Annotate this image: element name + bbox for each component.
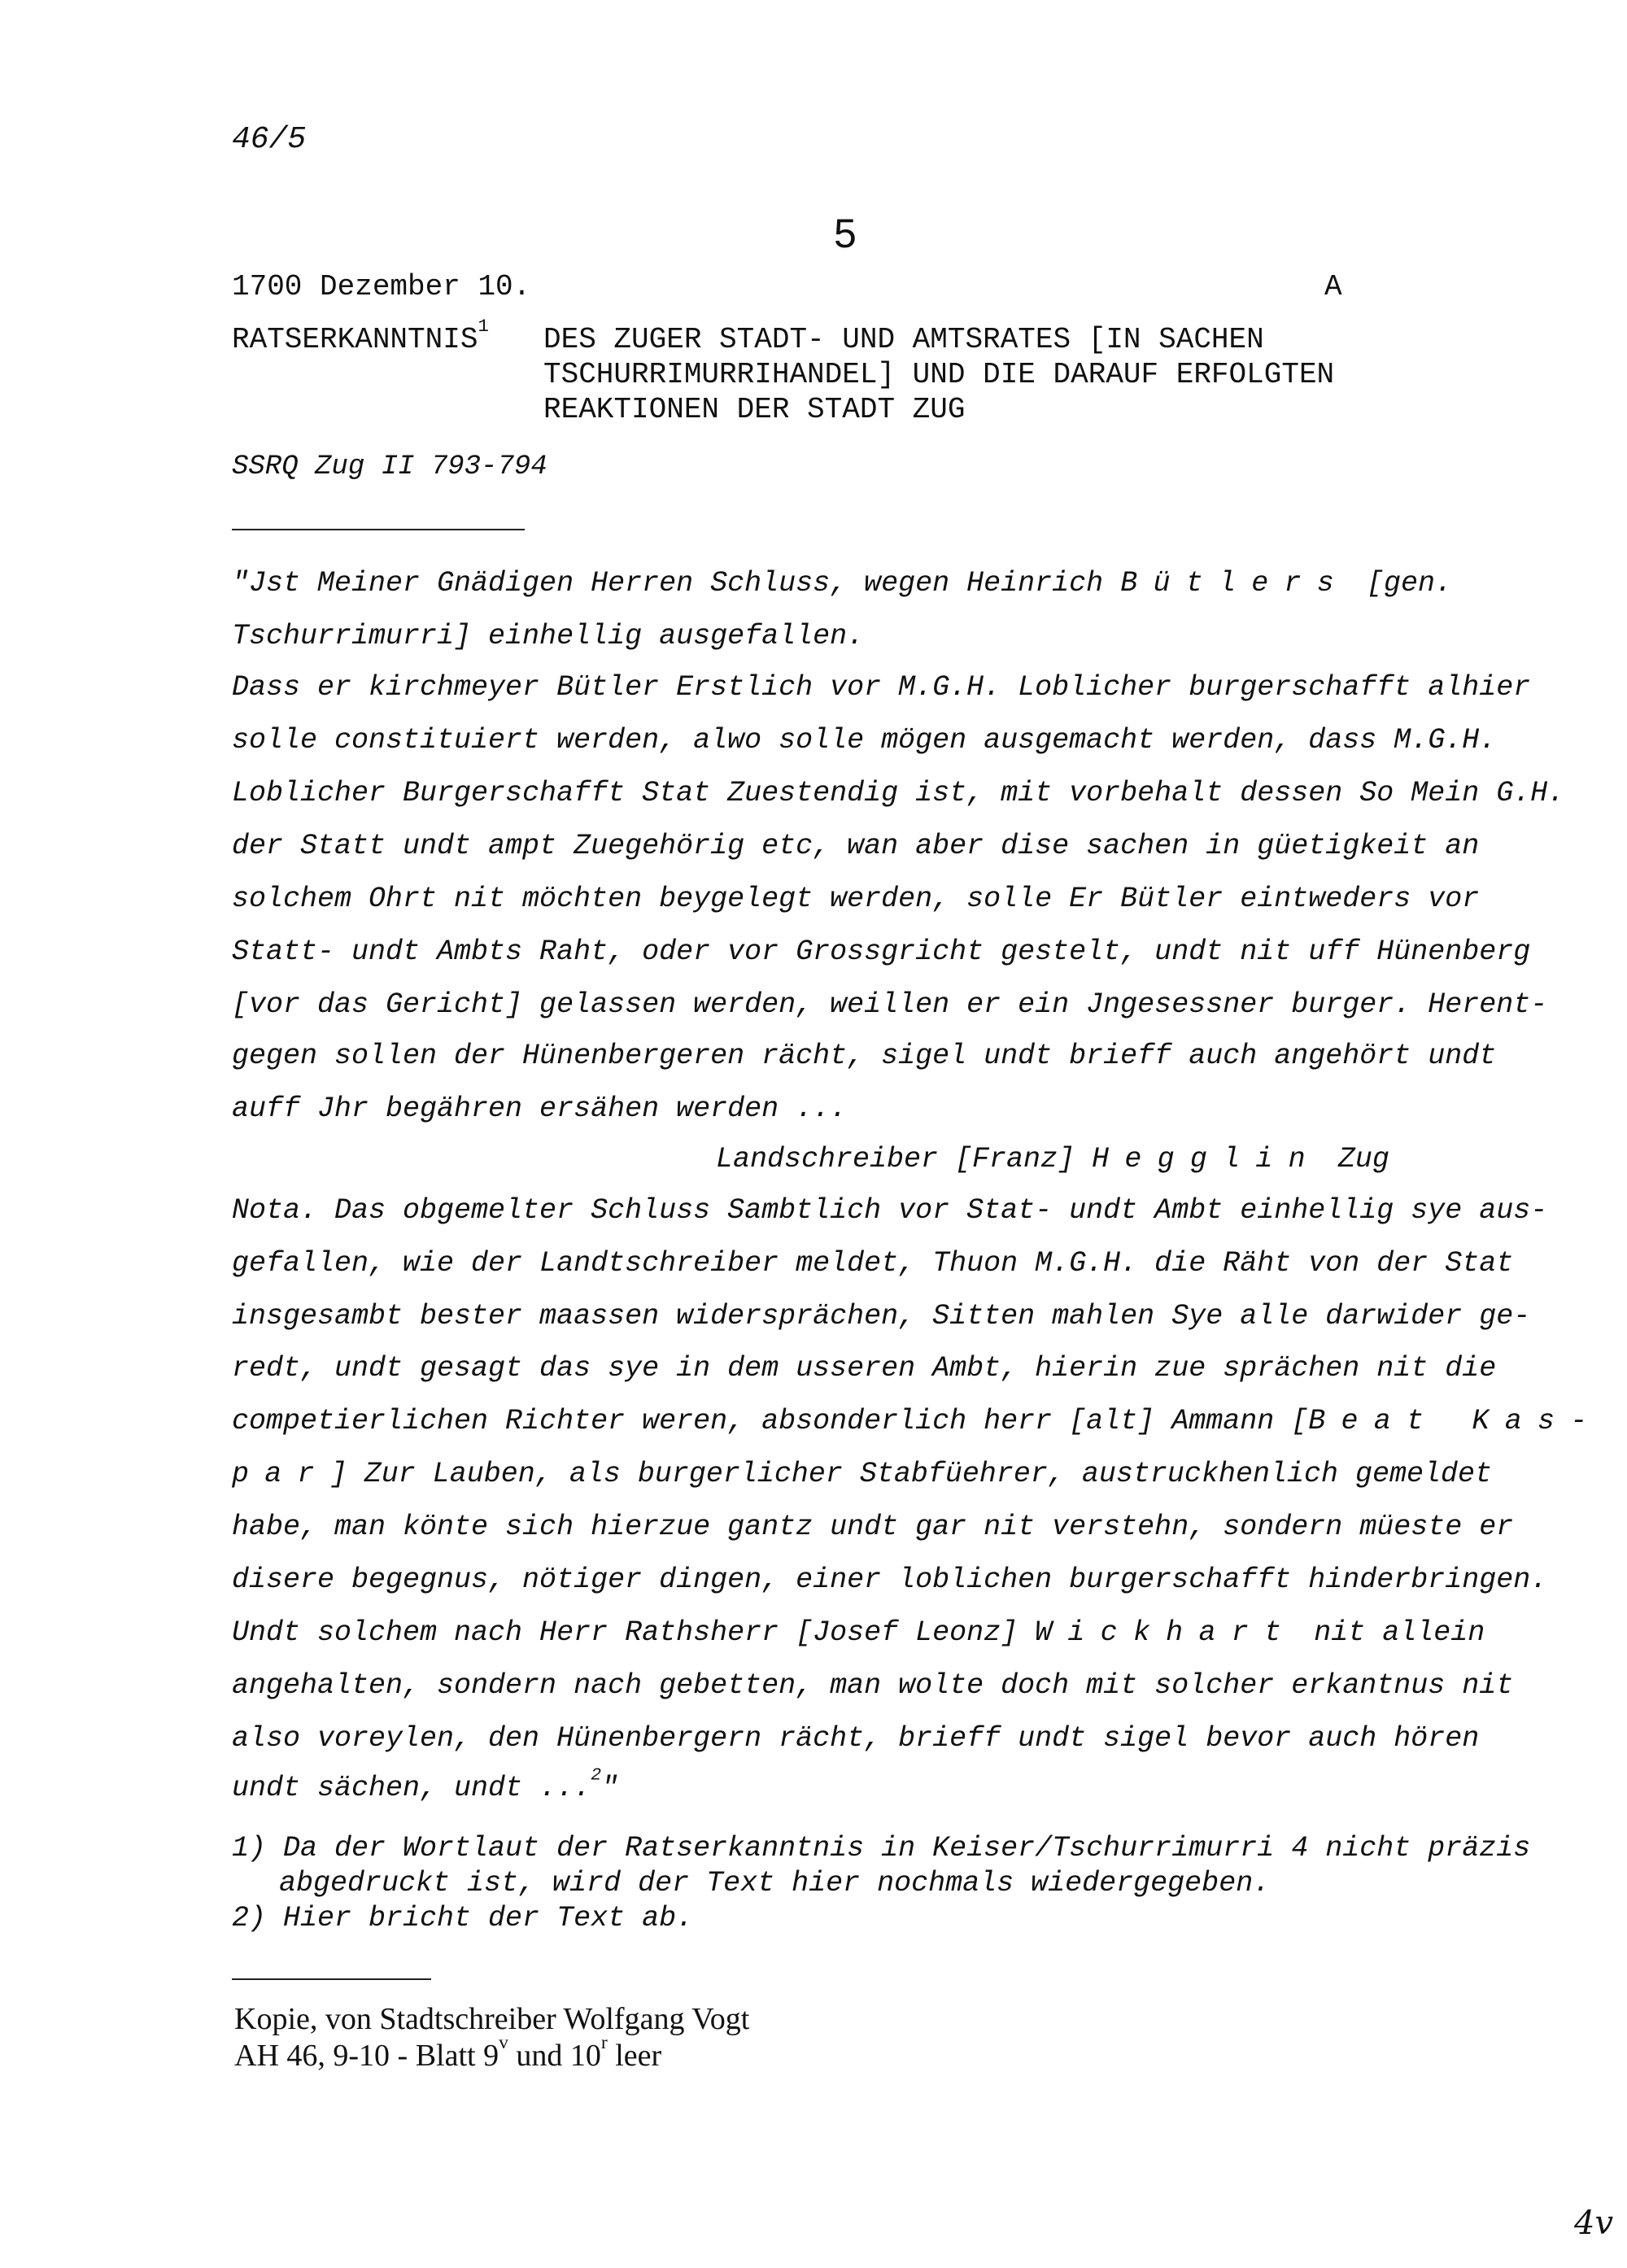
document-title-line: TSCHURRIMURRIHANDEL] UND DIE DARAUF ERFOLGTEN xyxy=(543,358,1335,391)
source-reference: SSRQ Zug II 793-794 xyxy=(232,451,547,482)
spaced-name: par xyxy=(232,1458,330,1490)
text-line: insgesambt bester maassen widersprächen, Sitten mahlen Sye alle darwider ge- xyxy=(232,1300,1531,1332)
spaced-name: Bütlers xyxy=(1120,567,1350,600)
text-line: competierlichen Richter weren, absonderlich herr [alt] Ammann [Beat Kas- xyxy=(232,1405,1603,1437)
text-line: redt, undt gesagt das sye in dem usseren Ambt, hierin zue sprächen nit die xyxy=(232,1352,1497,1385)
separator-rule xyxy=(232,1978,431,1980)
signature-line: Landschreiber [Franz] Hegglin Zug xyxy=(716,1143,1389,1175)
text-line: Loblicher Burgerschafft Stat Zuestendig ist, mit vorbehalt dessen So Mein G.H. xyxy=(232,777,1565,809)
footnote-1-continued: abgedruckt ist, wird der Text hier nochmals wiedergegeben. xyxy=(279,1867,1271,1899)
text-line: Dass er kirchmeyer Bütler Erstlich vor M.G.H. Loblicher burgerschafft alhier xyxy=(232,671,1531,704)
footnote-ref-1: 1 xyxy=(478,315,489,337)
text-line: [vor das Gericht] gelassen werden, weillen er ein Jngesessner burger. Herent- xyxy=(232,988,1548,1021)
text-line: angehalten, sondern nach gebetten, man wolte doch mit solcher erkantnus nit xyxy=(232,1669,1514,1702)
text-line: Statt- undt Ambts Raht, oder vor Grossgricht gestelt, undt nit uff Hünenberg xyxy=(232,936,1531,968)
text-line: "Jst Meiner Gnädigen Herren Schluss, wegen Heinrich Bütlers [gen. xyxy=(232,567,1452,600)
text-line: gegen sollen der Hünenbergeren rächt, sigel undt brieff auch angehört undt xyxy=(232,1040,1497,1072)
text-line: disere begegnus, nötiger dingen, einer loblichen burgerschafft hinderbringen. xyxy=(232,1564,1548,1596)
document-title-line: DES ZUGER STADT- UND AMTSRATES [IN SACHEN xyxy=(543,323,1264,356)
text-line: par] Zur Lauben, als burgerlicher Stabfüehrer, austruckhenlich gemeldet xyxy=(232,1458,1492,1490)
text-line: solle constituiert werden, alwo solle mögen ausgemacht werden, dass M.G.H. xyxy=(232,724,1497,757)
document-title-line: REAKTIONEN DER STADT ZUG xyxy=(543,393,966,426)
spaced-name: Wickhart xyxy=(1035,1616,1298,1649)
document-date: 1700 Dezember 10. xyxy=(232,270,531,303)
text-line: Tschurrimurri] einhellig ausgefallen. xyxy=(232,620,865,652)
footnote-ref-2: 2 xyxy=(591,1764,602,1786)
text-line: Undt solchem nach Herr Rathsherr [Josef Leonz] Wickhart nit allein xyxy=(232,1616,1485,1649)
text-line: gefallen, wie der Landtschreiber meldet, Thuon M.G.H. die Räht von der Stat xyxy=(232,1247,1514,1280)
text-line: auff Jhr begähren ersähen werden ... xyxy=(232,1093,848,1125)
document-number: 5 xyxy=(834,211,857,256)
spaced-name: Hegglin xyxy=(1092,1143,1321,1175)
copy-note: Kopie, von Stadtschreiber Wolfgang Vogt xyxy=(234,2002,750,2036)
footnote-2: 2) Hier bricht der Text ab. xyxy=(232,1902,694,1934)
archive-reference: AH 46, 9-10 - Blatt 9$^v$ und 10$^r$ leer xyxy=(234,2031,662,2073)
spaced-name: Beat Kas- xyxy=(1308,1405,1603,1437)
text-line: habe, man könte sich hierzue gantz undt gar nit verstehn, sondern müeste er xyxy=(232,1511,1514,1543)
page-number: 46/5 xyxy=(232,122,307,157)
footnote-1: 1) Da der Wortlaut der Ratserkanntnis in Keiser/Tschurrimurri 4 nicht präzis xyxy=(232,1832,1531,1865)
text-line: also voreylen, den Hünenbergern rächt, brieff undt sigel bevor auch hören xyxy=(232,1722,1480,1755)
document-class-letter: A xyxy=(1324,270,1342,303)
text-line: solchem Ohrt nit möchten beygelegt werden, solle Er Bütler eintweders vor xyxy=(232,883,1480,915)
handwritten-folio-mark: 4v xyxy=(1574,2205,1614,2242)
text-line: undt sächen, undt ...$^2$" xyxy=(232,1764,619,1804)
text-line: der Statt undt ampt Zuegehörig etc, wan aber dise sachen in güetigkeit an xyxy=(232,830,1480,862)
document-title-word: RATSERKANNTNIS$^1$ xyxy=(232,315,489,356)
separator-rule xyxy=(232,529,525,530)
text-line: Nota. Das obgemelter Schluss Sambtlich vor Stat- undt Ambt einhellig sye aus- xyxy=(232,1194,1548,1227)
